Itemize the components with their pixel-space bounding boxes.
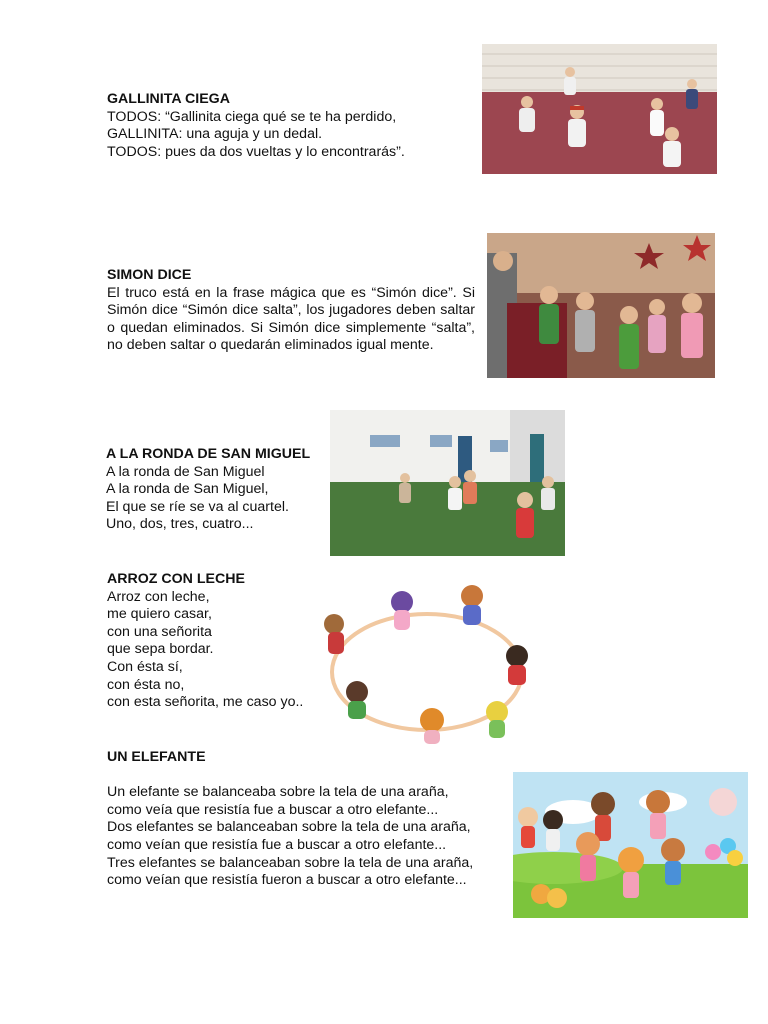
verse-line: que sepa bordar.: [107, 641, 214, 658]
verse-line: TODOS: “Gallinita ciega qué se te ha perdido,: [107, 108, 397, 125]
section-ronda-san-miguel: [106, 446, 331, 534]
photo-children-blindfold-game: [482, 44, 717, 174]
verse-line: A la ronda de San Miguel: [106, 463, 265, 480]
verse-line: con una señorita: [107, 623, 212, 640]
verse-line: El que se ríe se va al cuartel.: [106, 498, 289, 515]
verse-line: Uno, dos, tres, cuatro...: [106, 516, 254, 533]
verse-line: como veían que resistía fueron a buscar a otro elefante...: [107, 872, 467, 889]
photo-simon-dice-game: [487, 233, 715, 378]
verse-line: como veía que resistía fue a buscar a otro elefante...: [107, 801, 439, 818]
section-paragraph: El truco está en la frase mágica que es “Simón dice”. Si Simón dice “Simón dice salta”, los jugadores deben saltar o quedan eliminados. Si Simón dice simplemente “salta”, no deben saltar o quedarán eliminados igual mente.: [107, 284, 475, 354]
section-arroz-con-leche: [107, 571, 322, 712]
section-gallinita-ciega: [107, 91, 467, 161]
verse-line: con esta señorita, me caso yo..: [107, 694, 304, 711]
illustration-children-circle: [312, 580, 542, 748]
verse-line: con ésta no,: [107, 676, 185, 693]
section-title: UN ELEFANTE: [107, 749, 206, 765]
verse-line: como veían que resistía fue a buscar a otro elefante...: [107, 836, 447, 853]
verse-line: Dos elefantes se balanceaban sobre la tela de una araña,: [107, 819, 471, 836]
verse-line: Un elefante se balanceaba sobre la tela de una araña,: [107, 784, 449, 801]
verse-line: GALLINITA: una aguja y un dedal.: [107, 126, 323, 143]
section-title: ARROZ CON LECHE: [107, 571, 245, 587]
verse-line: A la ronda de San Miguel,: [106, 481, 269, 498]
section-title: A LA RONDA DE SAN MIGUEL: [106, 446, 311, 462]
section-title: SIMON DICE: [107, 267, 192, 283]
illustration-children-playing-park: [513, 772, 748, 918]
verse-line: TODOS: pues da dos vueltas y lo encontrarás”.: [107, 143, 405, 160]
photo-children-playing-on-grass: [330, 410, 565, 556]
verse-line: Tres elefantes se balanceaban sobre la tela de una araña,: [107, 854, 474, 871]
section-un-elefante: [107, 749, 507, 890]
verse-line: me quiero casar,: [107, 606, 212, 623]
section-title: GALLINITA CIEGA: [107, 91, 230, 107]
section-simon-dice: [107, 267, 475, 355]
verse-line: Con ésta sí,: [107, 658, 183, 675]
verse-line: Arroz con leche,: [107, 588, 210, 605]
